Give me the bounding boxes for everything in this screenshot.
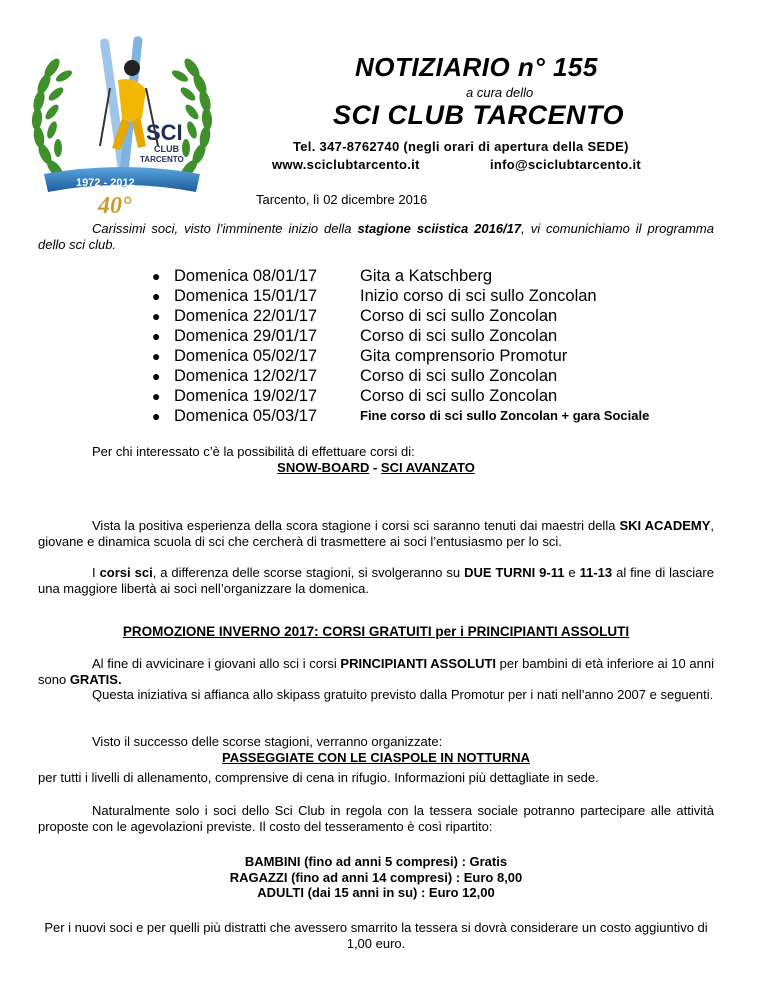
academy-text-2: , giovane e dinamica scuola di sci che cercherà di trasmettere ai soci l’entusiasmo per lo sci. [38,518,714,549]
skipass-paragraph: Questa iniziativa si affianca allo skipass gratuito previsto dalla Promotur per i nati nell’anno 2007 e seguenti. [92,687,714,702]
bullet-icon: ● [152,268,161,284]
logo-anniversary-text: 40° [98,193,132,218]
turns-text-3: e [564,565,580,580]
turns-text-1: I [92,565,100,580]
turns-courses: corsi sci [99,565,153,580]
schedule-event: Gita comprensorio Promotur [360,347,568,365]
promo-text-2: per bambini di età inferiore ai 10 anni sono [38,656,715,687]
courses-options [38,460,714,476]
email-link[interactable]: info@sciclubtarcento.it [490,157,642,172]
promo-paragraph [38,656,714,687]
turns-text-2: , a differenza delle scorse stagioni, si svolgeranno su [152,565,465,580]
turns-text-4: al fine di lasciare una maggiore libertà ai soci nell’organizzare la domenica. [38,565,714,596]
walks-heading-text: PASSEGGIATE CON LE CIASPOLE IN NOTTURNA [222,750,530,765]
schedule-day: Domenica 05/03/17 [174,407,318,425]
phone-line: Tel. 347-8762740 (negli orari di apertura della SEDE) [293,139,629,154]
newsletter-subtitle: a cura dello [466,85,534,100]
promo-heading-text: PROMOZIONE INVERNO 2017: CORSI GRATUITI per i PRINCIPIANTI ASSOLUTI [122,624,630,639]
academy-paragraph [38,518,714,549]
schedule-item [152,286,752,306]
membership-prices [38,854,714,901]
schedule-event: Inizio corso di sci sullo Zoncolan [360,287,597,305]
schedule-item [152,406,752,426]
bullet-icon: ● [152,388,161,404]
logo-years-text: 1972 - 2012 [76,177,135,189]
schedule-event: Gita a Katschberg [360,267,493,285]
bullet-icon: ● [152,348,161,364]
membership-paragraph: Naturalmente solo i soci dello Sci Club in regola con la tessera sociale potranno partecipare alle attività proposte con le agevolazioni previste. Il costo del tesseramento è così ripartito: [38,803,714,834]
intro-season: stagione sciistica 2016/17 [357,221,522,236]
club-logo [14,28,254,218]
logo-tarcento-text: TARCENTO [140,155,184,164]
schedule-item [152,266,752,286]
schedule-day: Domenica 15/01/17 [174,287,318,305]
bullet-icon: ● [152,408,161,424]
schedule-list [152,266,752,426]
website-link[interactable]: www.sciclubtarcento.it [272,157,420,172]
schedule-item [152,306,752,326]
schedule-item [152,366,752,386]
price-adults: ADULTI (dai 15 anni in su) : Euro 12,00 [257,885,495,900]
logo-club-text: CLUB [154,144,179,154]
membership-footer: Per i nuovi soci e per quelli più distratti che avessero smarrito la tessera si dovrà considerare un costo aggiuntivo di 1,00 euro. [44,920,708,951]
courses-separator: - [369,460,381,475]
logo-sci-text: SCI [146,120,183,145]
turns-second: 11-13 [579,565,613,580]
schedule-item [152,386,752,406]
promo-text-1: Al fine di avvicinare i giovani allo sci i corsi [92,656,341,671]
price-youth: RAGAZZI (fino ad anni 14 compresi) : Euro 8,00 [229,869,523,885]
walks-text: per tutti i livelli di allenamento, comprensive di cena in rifugio. Informazioni più dettagliate in sede. [38,770,599,785]
schedule-event: Corso di sci sullo Zoncolan [360,327,558,345]
schedule-day: Domenica 19/02/17 [174,387,318,405]
ski-academy: SKI ACADEMY [619,518,711,533]
bullet-icon: ● [152,308,161,324]
schedule-event: Fine corso di sci sullo Zoncolan + gara Sociale [360,408,650,423]
snowboard-course: SNOW-BOARD [277,460,370,475]
laurel-left [31,56,74,181]
bullet-icon: ● [152,288,161,304]
walks-intro: Visto il successo delle scorse stagioni, verranno organizzate: [92,734,443,749]
intro-text-1: Carissimi soci, visto l’imminente inizio della [92,221,358,236]
promo-free: GRATIS. [69,671,122,687]
price-children: BAMBINI (fino ad anni 5 compresi) : Gratis [244,854,508,869]
schedule-day: Domenica 08/01/17 [174,267,318,285]
advanced-course: SCI AVANZATO [380,460,475,475]
bullet-icon: ● [152,368,161,384]
intro-paragraph [38,221,714,252]
academy-text-1: Vista la positiva esperienza della scora stagione i corsi sci saranno tenuti dai maestri della [92,518,620,533]
schedule-day: Domenica 05/02/17 [174,347,318,365]
newsletter-title: NOTIZIARIO n° 155 [355,52,598,82]
schedule-event: Corso di sci sullo Zoncolan [360,307,558,325]
courses-intro: Per chi interessato c’è la possibilità di effettuare corsi di: [92,444,415,459]
schedule-day: Domenica 22/01/17 [174,307,318,325]
walks-heading [38,750,714,766]
schedule-item [152,346,752,366]
schedule-item [152,326,752,346]
turns-paragraph [38,565,714,596]
schedule-day: Domenica 29/01/17 [174,327,318,345]
schedule-day: Domenica 12/02/17 [174,367,318,385]
bullet-icon: ● [152,328,161,344]
promo-heading [38,624,714,640]
intro-text-2: , vi comunichiamo il programma dello sci club. [38,221,714,252]
turns-first: DUE TURNI 9-11 [464,565,565,580]
letter-date: Tarcento, lì 02 dicembre 2016 [256,192,428,207]
promo-beginners: PRINCIPIANTI ASSOLUTI [340,656,497,671]
club-name: SCI CLUB TARCENTO [333,100,624,130]
schedule-event: Corso di sci sullo Zoncolan [360,387,558,405]
schedule-event: Corso di sci sullo Zoncolan [360,367,558,385]
